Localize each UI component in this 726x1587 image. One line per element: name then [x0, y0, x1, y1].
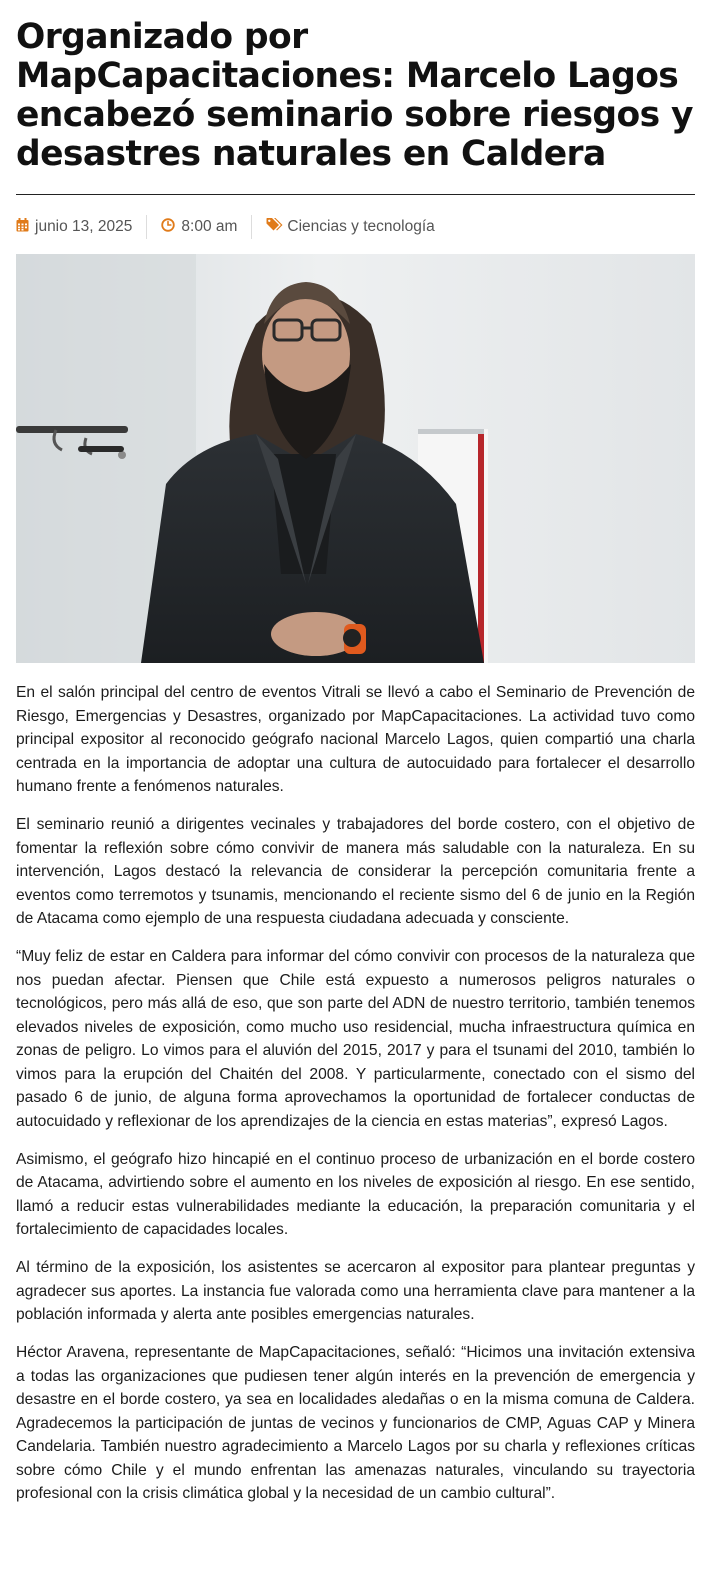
meta-date[interactable] [16, 218, 132, 237]
article-title: Organizado por MapCapacitaciones: Marcelo Lagos encabezó seminario sobre riesgos y desastres naturales en Caldera [16, 17, 693, 174]
meta-time [161, 218, 237, 237]
meta-time-text: 8:00 am [181, 218, 238, 235]
clock-icon [161, 218, 175, 237]
meta-date-text: junio 13, 2025 [35, 218, 133, 235]
article-body [16, 681, 695, 1506]
meta-separator [146, 215, 147, 239]
article-hero-image [16, 254, 695, 663]
article-paragraph: En el salón principal del centro de eventos Vitrali se llevó a cabo el Seminario de Prevención de Riesgo, Emergencias y Desastres, organizado por MapCapacitaciones. La actividad tuvo como principal expositor al reconocido geógrafo nacional Marcelo Lagos, quien compartió una charla centrada en la importancia de adoptar una cultura de autocuidado para fortalecer el desarrollo humano frente a fenómenos naturales. [16, 684, 695, 795]
meta-category[interactable] [266, 217, 434, 237]
article-paragraph: Al término de la exposición, los asistentes se acercaron al expositor para plantear preguntas y agradecer sus aportes. La instancia fue valorada como una herramienta clave para mantener a la población informada y alerta ante posibles emergencias naturales. [16, 1259, 695, 1323]
article-paragraph: Asimismo, el geógrafo hizo hincapié en el continuo proceso de urbanización en el borde costero de Atacama, advirtiendo sobre el aumento en los niveles de exposición al riesgo. En ese sentido, llamó a reducir estas vulnerabilidades mediante la educación, la preparación comunitaria y el fortalecimiento de capacidades locales. [16, 1150, 695, 1238]
speaker-photo [16, 254, 695, 663]
tags-icon [266, 217, 285, 237]
article-meta [16, 215, 695, 239]
calendar-icon [16, 218, 29, 237]
meta-separator [251, 215, 252, 239]
article-paragraph: El seminario reunió a dirigentes vecinales y trabajadores del borde costero, con el objetivo de fomentar la reflexión sobre cómo convivir de manera más saludable con la naturaleza. En su intervención, Lagos destacó la relevancia de considerar la percepción comunitaria frente a eventos como terremotos y tsunamis, mencionando el reciente sismo del 6 de junio en la Región de Atacama como ejemplo de una respuesta ciudadana adecuada y consciente. [16, 816, 695, 927]
article-paragraph: Héctor Aravena, representante de MapCapacitaciones, señaló: “Hicimos una invitación extensiva a todas las organizaciones que pudiesen tener algún interés en la prevención de emergencia y desastre en el borde costero, ya sea en localidades aledañas o en la misma comuna de Caldera. Agradecemos la participación de juntas de vecinos y funcionarios de CMP, Aguas CAP y Minera Candelaria. También nuestro agradecimiento a Marcelo Lagos por su charla y reflexiones críticas sobre cómo Chile y el mundo enfrentan las amenazas naturales, vinculando su trayectoria profesional con la crisis climática global y la necesidad de un cambio cultural”. [16, 1344, 695, 1502]
meta-category-link[interactable]: Ciencias y tecnología [287, 218, 435, 235]
title-divider [16, 194, 695, 195]
article-paragraph: “Muy feliz de estar en Caldera para informar del cómo convivir con procesos de la naturaleza que nos puedan afectar. Piensen que Chile está expuesto a numerosos peligros naturales o tecnológicos, pero más allá de eso, que son parte del ADN de nuestro territorio, también tenemos elevados niveles de exposición, como mucho uso residencial, mucha infraestructura química en zonas de peligro. Lo vimos para el aluvión del 2015, 2017 y para el tsunami del 2010, también lo vimos para la erupción del Chaitén del 2008. Y particularmente, conectado con el sismo del pasado 6 de junio, de alguna forma aprovechamos la oportunidad de fortalecer conductas de autocuidado y reflexionar de los aprendizajes de la ciencia en estas materias”, expresó Lagos. [16, 948, 695, 1130]
